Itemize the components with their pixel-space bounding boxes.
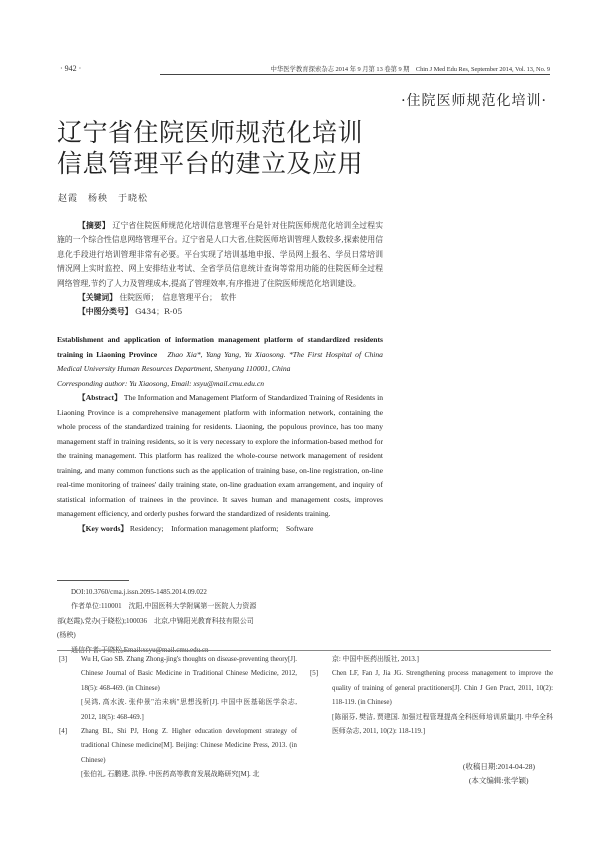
english-abstract [57, 333, 383, 536]
cn-classification-text: G434；R-05 [135, 307, 183, 317]
reference-en: Wu H, Gao SB. Zhang Zhong-jing's thoughts on disease-preventing theory[J]. Chinese Journal of Basic Medicine in Traditional Chinese Medicine, 2012, 18(5): 468-469. (in Chinese) [81, 656, 297, 692]
reference-cn: [吴鸿, 高水波. 张仲景"治未病"思想浅析[J]. 中国中医基础医学杂志, 2012, 18(5): 468-469.] [81, 699, 297, 721]
references-left-column [57, 653, 297, 783]
references-divider [57, 650, 551, 651]
reference-cn-part2: 京: 中国中医药出版社, 2013.] [332, 656, 419, 663]
article-title [57, 117, 363, 179]
en-title-paragraph [57, 333, 383, 377]
en-corresponding: Corresponding author: Yu Xiaosong, Email: xsyu@mail.cmu.edu.cn [57, 378, 265, 388]
reference-en: Chen LF, Fan J, Jia JG. Strengthening process management to improve the quality of training of general practitioners[J]. Chin J Gen Pract, 2011, 10(2): 118-119. (in Chinese) [332, 670, 553, 707]
reference-continuation [308, 653, 553, 667]
received-date: (收稿日期:2014-04-28) [462, 762, 535, 771]
reference-item [57, 725, 297, 783]
en-keywords-label: 【Key words】 [78, 523, 128, 533]
en-keywords-text: Residency; Information management platform; Software [129, 523, 314, 533]
editor: (本文编辑:张学颖) [468, 776, 529, 785]
reference-number: [5] [310, 670, 319, 678]
reference-en: Zhang BL, Shi PJ, Hong Z. Higher education development strategy of traditional Chinese medicine[M]. Beijing: Chinese Medicine Press, 2013. (in Chinese) [81, 728, 297, 764]
reference-item [308, 667, 553, 739]
corresponding-author: 通信作者:于晓松,Email:xsyu@mail.cmu.edu.cn [71, 645, 209, 654]
reference-cn: [陈丽芬, 樊洁, 贾建国. 加强过程管理提高全科医师培训质量[J]. 中华全科医师杂志, 2011, 10(2): 118-119.] [332, 713, 553, 736]
cn-classification [57, 305, 383, 319]
cn-abstract-text: 辽宁省住院医师规范化培训信息管理平台是针对住院医师规范化培训全过程实施的一个综合性信息网络管理平台。辽宁省是人口大省,住院医师培训管理人数较多,探索使用信息化手段进行培训管理非常有必要。平台实现了培训基地申报、学员网上报名、学员日常培训情况网上实时监控、网上安排结业考试、全省学员信息统计查询等常用功能的住院医师全过程网络管理,节约了人力及管理成本,提高了管理效率,有序推进了住院医师规范化培训建设。 [57, 221, 384, 288]
cn-keywords-text: 住院医师； 信息管理平台； 软件 [119, 293, 237, 303]
doi: DOI:10.3760/cma.j.issn.2095-1485.2014.09.022 [71, 588, 207, 596]
en-keywords [57, 522, 383, 537]
footnotes [57, 585, 257, 657]
received-info [463, 760, 535, 788]
reference-item [57, 653, 297, 725]
en-abstract-text: The Information and Management Platform of Standardized Training of Residents in Liaoning Province is a comprehensive management platform with information network, containing the whole process of the standardized training for residents. Liaoning, the populous province, has too many management staff in training residents, so it is very necessary to explore the information-based method for the training management. This platform has realized the whole-course network management of resident training, and many common functions such as the application of training base, on-line registration, on-line real-time monitoring of trainees' daily training state, on-line graduation exam arrangement, and inquiry of statistical information of trainees in the province. It saves human and management costs, improves management efficiency, and orderly pushes forward the standardized of residents training. [57, 393, 383, 518]
running-head [60, 64, 550, 78]
cn-classification-label: 【中图分类号】 [78, 307, 133, 317]
affiliation: 作者单位:110001 沈阳,中国医科大学附属第一医院人力资源部(赵霞),党办(于晓松);100036 北京,中锦阳光教育科技有限公司(杨秧) [57, 602, 257, 640]
en-title: Establishment and application of information management platform of standardized residents training in Liaoning Province [57, 335, 383, 359]
references-right-column [308, 653, 553, 739]
cn-keywords-label: 【关键词】 [78, 293, 117, 303]
authors: 赵霞 杨秧 于晓松 [58, 194, 149, 204]
cn-abstract-paragraph [57, 219, 383, 291]
footnote-divider [57, 580, 129, 581]
en-abstract-label: 【Abstract】 [78, 393, 122, 402]
title-line-2: 信息管理平台的建立及应用 [57, 149, 364, 178]
chinese-abstract [57, 219, 383, 320]
reference-number: [3] [59, 656, 68, 663]
page-number: · 942 · [60, 64, 82, 73]
journal-info: 中华医学教育探索杂志 2014 年 9 月第 13 卷第 9 期 Chin J Med Edu Res, September 2014, Vol. 13, No. 9 [160, 64, 550, 75]
cn-keywords [57, 291, 383, 305]
en-abstract-paragraph [57, 391, 383, 522]
reference-cn-part1: [张伯礼, 石鹏建, 洪铮. 中医药高等教育发展战略研究[M]. 北 [81, 771, 260, 779]
column-tag: ·住院医师规范化培训· [401, 93, 547, 109]
reference-number: [4] [59, 728, 68, 736]
cn-abstract-label: 【摘要】 [78, 221, 110, 230]
en-authors: Zhao Xia*, Yang Yang, Yu Xiaosong. *The First Hospital of China Medical University Human Resources Department, Shenyang 110001, China [57, 349, 383, 373]
title-line-1: 辽宁省住院医师规范化培训 [57, 118, 364, 147]
